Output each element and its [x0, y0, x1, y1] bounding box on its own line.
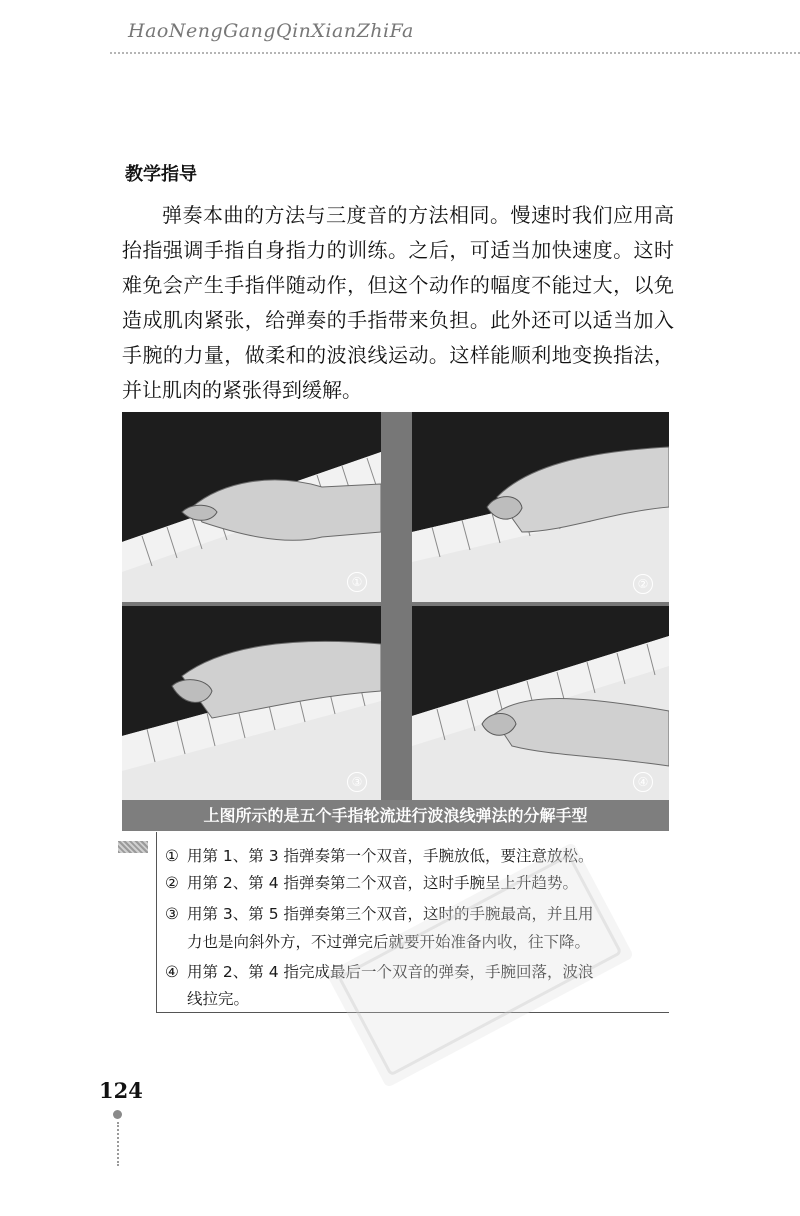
- note-1-line-1: [165, 844, 594, 866]
- note-3-number: ③: [165, 905, 179, 923]
- note-3-text-1: 用第 3、第 5 指弹奏第三个双音，这时的手腕最高，并且用: [187, 905, 594, 923]
- note-2-line-1: [165, 871, 578, 893]
- body-paragraph: 弹奏本曲的方法与三度音的方法相同。慢速时我们应用高抬指强调手指自身指力的训练。之后，可适当加快速度。这时难免会产生手指伴随动作，但这个动作的幅度不能过大，以免造成肌肉紧张，给弹奏的手指带来负担。此外还可以适当加入手腕的力量，做柔和的波浪线运动。这样能顺利地变换指法，并让肌肉的紧张得到缓解。: [122, 203, 674, 402]
- hand-photo-2: [412, 412, 669, 602]
- note-2-text: 用第 2、第 4 指弹奏第二个双音，这时手腕呈上升趋势。: [187, 874, 579, 892]
- note-marker: [118, 841, 148, 853]
- note-4-text-1: 用第 2、第 4 指完成最后一个双音的弹奏，手腕回落，波浪: [187, 963, 594, 981]
- hand-photo-4: [412, 606, 669, 800]
- note-4-line-1: [165, 960, 594, 982]
- page-number: 124: [99, 1078, 143, 1103]
- note-1-number: ①: [165, 847, 179, 865]
- photo-label-1: ①: [347, 572, 367, 592]
- note-4-number: ④: [165, 963, 179, 981]
- photo-label-4: ④: [633, 772, 653, 792]
- section-heading: 教学指导: [125, 164, 197, 185]
- page-dot: [113, 1110, 122, 1119]
- page-dotline: [117, 1122, 119, 1166]
- note-3-text-2: 力也是向斜外方，不过弹完后就要开始准备内收，往下降。: [187, 933, 591, 951]
- note-1-text: 用第 1、第 3 指弹奏第一个双音，手腕放低，要注意放松。: [187, 847, 594, 865]
- note-4-text-2: 线拉完。: [187, 990, 250, 1008]
- photo-caption: 上图所示的是五个手指轮流进行波浪线弹法的分解手型: [122, 800, 669, 831]
- note-3-line-2: [165, 930, 590, 952]
- note-3-line-1: [165, 902, 594, 924]
- running-header-title: HaoNengGangQinXianZhiFa: [128, 20, 414, 42]
- header-rule: [110, 52, 800, 54]
- photo-panel: [122, 412, 669, 800]
- note-2-number: ②: [165, 874, 179, 892]
- note-4-line-2: [165, 987, 249, 1009]
- hand-photo-3: [122, 606, 381, 800]
- hand-photo-1: [122, 412, 381, 602]
- photo-label-3: ③: [347, 772, 367, 792]
- photo-label-2: ②: [633, 574, 653, 594]
